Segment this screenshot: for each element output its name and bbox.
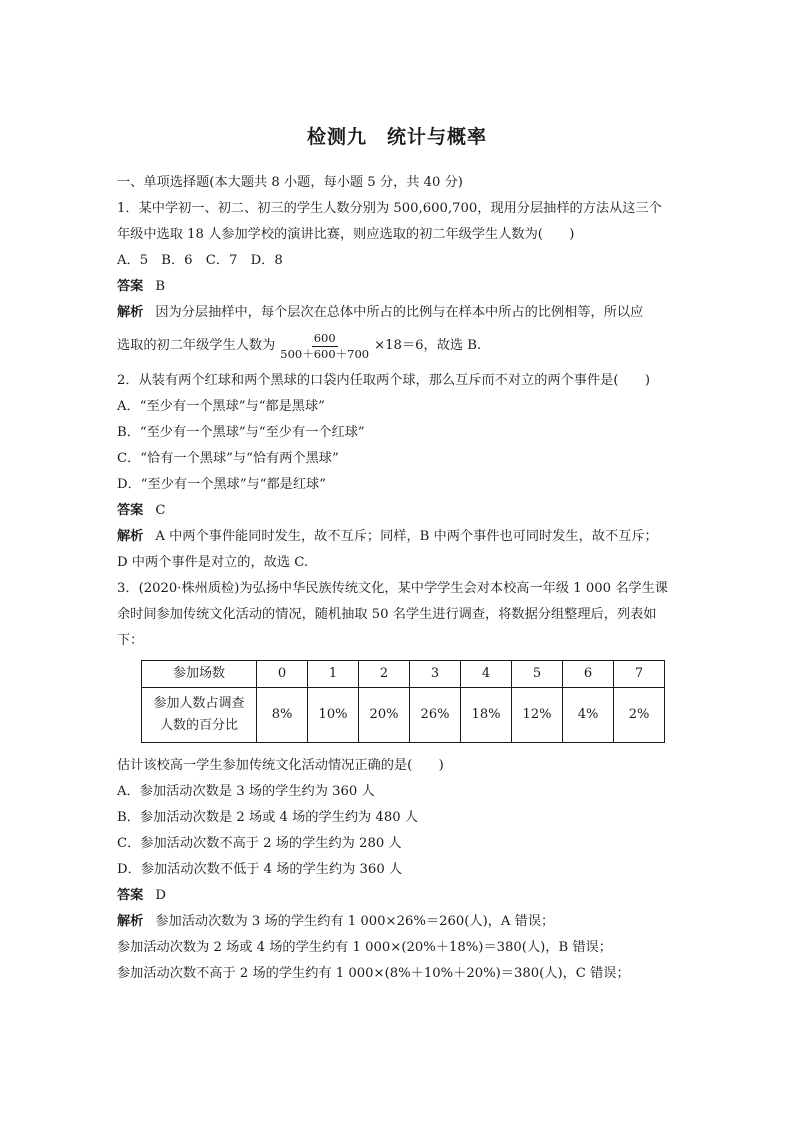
q3-table-cell: 20%: [359, 688, 410, 743]
q2-option-b: B．“至少有一个黑球”与“至少有一个红球”: [117, 425, 365, 440]
q1-fraction: [278, 331, 371, 362]
q2-answer-label: 答案: [117, 503, 144, 518]
q1-analysis-line2: [117, 326, 679, 366]
q3-answer: [117, 883, 679, 909]
q1-stem-line1: 1．某中学初一、初二、初三的学生人数分别为 500,600,700，现用分层抽样的方法从这三个: [117, 201, 662, 216]
q2-stem: 2．从装有两个红球和两个黑球的口袋内任取两个球，那么互斥而不对立的两个事件是( ): [117, 373, 650, 388]
q3-table-cell: 0: [257, 661, 308, 688]
q3-table-cell: 4: [461, 661, 512, 688]
q3-table-cell: 3: [410, 661, 461, 688]
q3-analysis-line1: [117, 909, 679, 935]
q3-answer-label: 答案: [117, 888, 144, 903]
q3-table-cell: 12%: [512, 688, 563, 743]
q3-option-c: C．参加活动次数不高于 2 场的学生约为 280 人: [117, 836, 402, 851]
q3-stem-line2: 余时间参加传统文化活动的情况，随机抽取 50 名学生进行调查，将数据分组整理后，列表如: [117, 607, 657, 622]
q3-table-cell: 8%: [257, 688, 308, 743]
q1-answer-value: B: [155, 279, 166, 294]
q1-analysis-line1: [117, 300, 679, 326]
q3-table-cell: 2: [359, 661, 410, 688]
q3-table-header-percent-line2: 人数的百分比: [159, 718, 238, 733]
q3-option-a: A．参加活动次数是 3 场的学生约为 360 人: [117, 784, 375, 799]
q3-data-table: [141, 660, 665, 743]
q1-stem-line2: 年级中选取 18 人参加学校的演讲比赛，则应选取的初二年级学生人数为( ): [117, 227, 575, 242]
q3-analysis-label: 解析: [117, 914, 144, 929]
q1-options: A．5 B．6 C．7 D．8: [117, 253, 283, 268]
q3-question: 估计该校高一学生参加传统文化活动情况正确的是( ): [117, 758, 444, 773]
q1-analysis-prefix: 选取的初二年级学生人数为: [117, 338, 276, 353]
q1-analysis-text1: 因为分层抽样中，每个层次在总体中所占的比例与在样本中所占的比例相等，所以应: [155, 305, 644, 320]
q3-option-d: D．参加活动次数不低于 4 场的学生约为 360 人: [117, 862, 403, 877]
q3-table-cell: 18%: [461, 688, 512, 743]
q3-option-b: B．参加活动次数是 2 场或 4 场的学生约为 480 人: [117, 810, 418, 825]
q3-analysis-line2: 参加活动次数为 2 场或 4 场的学生约有 1 000×(20%＋18%)＝380(人)，B 错误；: [117, 940, 612, 955]
q2-option-a: A．“至少有一个黑球”与“都是黑球”: [117, 399, 325, 414]
q2-option-d: D．“至少有一个黑球”与“都是红球”: [117, 477, 326, 492]
q3-table-row-percent: [142, 688, 665, 743]
q3-analysis-text1: 参加活动次数为 3 场的学生约有 1 000×26%＝260(人)，A 错误；: [155, 914, 555, 929]
q3-stem-line1: 3．(2020·株州质检)为弘扬中华民族传统文化，某中学学生会对本校高一年级 1 000 名学生课: [117, 581, 668, 596]
q2-option-c: C．“恰有一个黑球”与“恰有两个黑球”: [117, 451, 339, 466]
q3-table-cell: 1: [308, 661, 359, 688]
q2-analysis-text1: A 中两个事件能同时发生，故不互斥；同样，B 中两个事件也可同时发生，故不互斥；: [155, 529, 658, 544]
q3-table-header-percent-line1: 参加人数占调查: [153, 696, 245, 711]
q1-analysis-suffix: ×18＝6，故选 B.: [374, 338, 482, 353]
q3-stem-line3: 下：: [117, 633, 144, 648]
q3-table-cell: 26%: [410, 688, 461, 743]
q3-table-cell: 2%: [614, 688, 665, 743]
q2-answer-value: C: [155, 503, 166, 518]
q2-analysis-line2: D 中两个事件是对立的，故选 C.: [117, 555, 309, 570]
q1-fraction-denominator: 500＋600＋700: [280, 346, 370, 361]
section-header: 一、单项选择题(本大题共 8 小题，每小题 5 分，共 40 分): [117, 175, 463, 190]
q3-table-cell: 10%: [308, 688, 359, 743]
q3-table-header-percent: [142, 688, 257, 743]
q2-answer: [117, 498, 679, 524]
q3-table-cell: 4%: [563, 688, 614, 743]
q2-analysis-label: 解析: [117, 529, 144, 544]
q3-answer-value: D: [155, 888, 166, 903]
page-title: 检测九 统计与概率: [306, 126, 487, 148]
q2-analysis-line1: [117, 524, 679, 550]
q1-answer: [117, 274, 679, 300]
q3-table-cell: 7: [614, 661, 665, 688]
q3-table-row-games: [142, 661, 665, 688]
q1-fraction-numerator: 600: [313, 330, 336, 345]
q3-analysis-line3: 参加活动次数不高于 2 场的学生约有 1 000×(8%＋10%＋20%)＝380(人)，C 错误；: [117, 966, 630, 981]
q1-answer-label: 答案: [117, 279, 144, 294]
q1-analysis-label: 解析: [117, 305, 144, 320]
q3-table-cell: 5: [512, 661, 563, 688]
q3-table-cell: 6: [563, 661, 614, 688]
q3-table-header-games: 参加场数: [142, 661, 257, 688]
document-body: [117, 170, 679, 987]
